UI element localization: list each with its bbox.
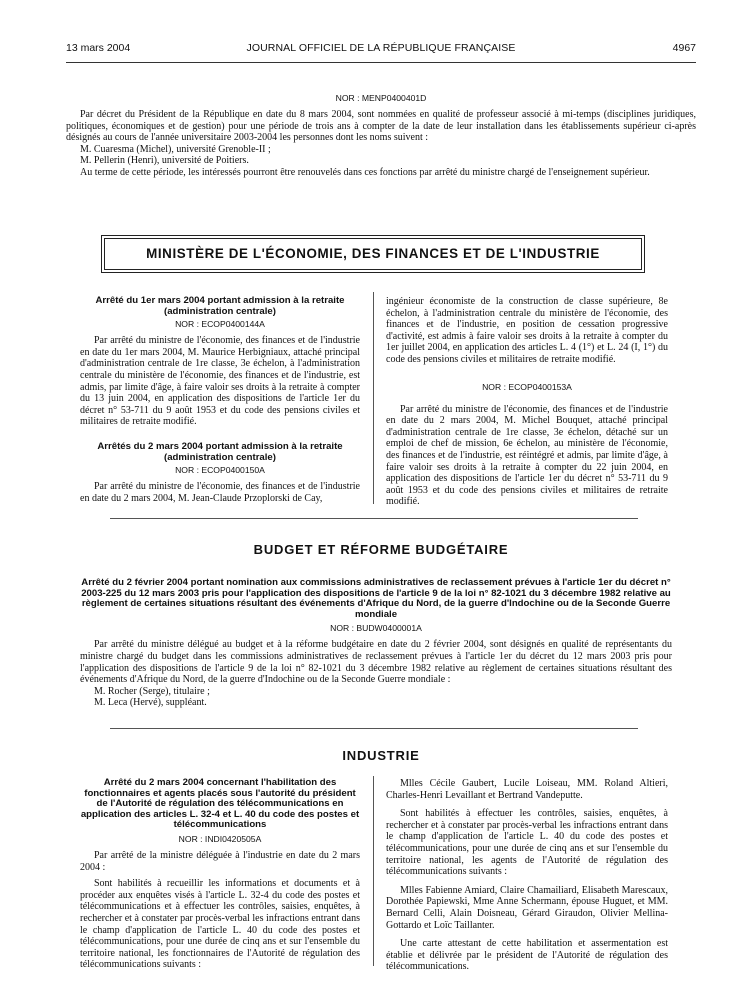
header-date: 13 mars 2004 (66, 42, 131, 54)
habilitation-names: Mlles Cécile Gaubert, Lucile Loiseau, MM. Roland Altieri, Charles-Henri Levaillant et Bertrand Vandeputte. (386, 778, 668, 801)
column-divider (373, 776, 374, 966)
habilitation-names: Mlles Fabienne Amiard, Claire Chamailiard, Elisabeth Marescaux, Dorothée Papiewski, Mme Anne Schermann, épouse Huguet, et MM. Bernard Celli, Alain Doisneau, Gérard Giraudon, Olivier Mellina-Gottardo et Loïc Taillanter. (386, 884, 668, 931)
arrete-text: Par arrêté du ministre de l'économie, des finances et de l'industrie en date du 2 mars 2004, M. Michel Bouquet, attaché principal d'administration centrale de 1re classe, 3e échelon, détaché sur un emploi de chef de mission, 6e échelon, au ministère de l'économie, des finances et de l'industrie, est réintégré et admis, par limite d'âge, à faire valoir ses droits à la retraite à compter du 22 juin 2004, en application des dispositions de l'article 1er du décret n° 53-711 du 9 août 1953 et du code des pensions civiles et militaires de retraite modifié. (386, 403, 668, 508)
industrie-right-column (386, 778, 668, 973)
nor-reference: NOR : ECOP0400153A (482, 381, 572, 392)
section-rule (110, 518, 638, 519)
appointee-name: M. Pellerin (Henri), université de Poitiers. (80, 155, 249, 167)
arrete-text: Sont habilités à recueillir les informations et documents et à procéder aux enquêtes visés à l'article L. 32-4 du code des postes et télécommunications et à effectuer les contrôles, saisies, enquêtes, à rechercher et à constater par procès-verbal les infractions entrant dans le champ d'application de l'article L. 40 du code des postes et télécommunications, pour une durée de cinq ans et sur l'ensemble du territoire national, les fonctionnaires de l'Autorité de régulation des télécommunications suivants : (80, 878, 360, 971)
top-decree-block (66, 93, 696, 179)
arrete-text-continued: ingénieur économiste de la construction de classe supérieure, 8e échelon, à l'administration centrale du ministère de l'économie, des finances et de l'industrie, en position de cessation progressive d'activité, est admis à faire valoir ses droits à la retraite à compter du 1er juillet 2004, en application des articles L. 4 (1°) et L. 24 (I, 1°) du code des pensions civiles et militaires de retraite modifié. (386, 296, 668, 365)
nor-reference: NOR : ECOP0400144A (175, 319, 265, 330)
appointee-name: M. Cuaresma (Michel), université Grenoble-II ; (80, 143, 271, 155)
header-page-number: 4967 (672, 42, 696, 54)
nor-reference: NOR : BUDW0400001A (330, 623, 422, 634)
arrete-text: Par arrêté du ministre délégué au budget et à la réforme budgétaire en date du 2 février 2004, sont désignés en qualité de représentants du ministre chargé du budget dans les commissions administratives de reclassement prévues à l'article 1er du décret du 12 mars 2003 pris pour l'application des dispositions de l'article 9 de la loi n° 82-1021 du 3 décembre 1982 relative au règlement de certaines situations résultant des événements d'Afrique du Nord, de la guerre d'Indochine ou de la Seconde Guerre mondiale : (80, 639, 672, 686)
arrete-title: Arrêté du 1er mars 2004 portant admission à la retraite (administration centrale) (95, 295, 345, 317)
decree-paragraph: Par décret du Président de la République en date du 8 mars 2004, sont nommées en qualité de professeur associé à mi-temps (disciplines juridiques, politiques, économiques et de gestion) pour une période de trois ans à compter de la date de leur installation dans les établissements supérieur ci-après désignés au cours de l'année universitaire 2003-2004 les personnes dont les noms suivent : (66, 109, 696, 144)
header-rule (66, 62, 696, 63)
decree-paragraph: Au terme de cette période, les intéressés pourront être renouvelés dans ces fonctions par arrêté du ministre chargé de l'enseignement supérieur. (80, 166, 650, 178)
habilitation-text: Une carte attestant de cette habilitation et assermentation est établie et délivrée par le président de l'Autorité de régulation des télécommunications. (386, 938, 668, 973)
arrete-title: Arrêtés du 2 mars 2004 portant admission à la retraite (administration centrale) (97, 440, 343, 463)
ministry-heading-box (104, 238, 642, 270)
page-header (66, 42, 696, 58)
nor-reference: NOR : ECOP0400150A (175, 465, 265, 476)
header-journal-title: JOURNAL OFFICIEL DE LA RÉPUBLIQUE FRANÇAISE (246, 42, 516, 54)
budget-block (80, 578, 672, 709)
arrete-text: Par arrêté du ministre de l'économie, des finances et de l'industrie en date du 1er mars 2004, M. Maurice Herbigniaux, attaché principal d'administration centrale de 1re classe, 3e échelon, à l'administration centrale du ministère de l'économie, des finances et de l'industrie, est admis, par limite d'âge, à faire valoir ses droits à la retraite à compter du 13 juin 2004, en application des dispositions de l'article 1er du décret n° 53-711 du 9 août 1953 et du code des pensions civiles et militaires de retraite modifié. (80, 335, 360, 428)
economie-left-column (80, 296, 360, 504)
arrete-text: Par arrêté de la ministre déléguée à l'industrie en date du 2 mars 2004 : (80, 849, 360, 873)
industrie-left-column (80, 778, 360, 971)
arrete-title: Arrêté du 2 février 2004 portant nomination aux commissions administratives de reclassement prévues à l'article 1er du décret n° 2003-225 du 12 mars 2003 pris pour l'application des dispositions de l'article 9 de la loi n° 82-1021 du 3 décembre 1982 relative au règlement de certaines situations résultant des événements d'Afrique du Nord, de la guerre d'Indochine ou de la Seconde Guerre mondiale (81, 577, 671, 620)
section-title-industrie: INDUSTRIE (342, 748, 420, 763)
nor-reference: NOR : INDI0420505A (178, 833, 262, 844)
column-divider (373, 292, 374, 504)
economie-right-column (386, 296, 668, 508)
designee-name: M. Rocher (Serge), titulaire ; (94, 685, 210, 697)
nor-reference: NOR : MENP0400401D (335, 93, 427, 103)
section-title-budget: BUDGET ET RÉFORME BUDGÉTAIRE (253, 542, 509, 557)
arrete-title: Arrêté du 2 mars 2004 concernant l'habilitation des fonctionnaires et agents placés sous l'autorité du président de l'Autorité de régulation des télécommunications en application des articles L. 32-4 et L. 40 du code des postes et télécommunications (80, 777, 360, 831)
arrete-text: Par arrêté du ministre de l'économie, des finances et de l'industrie en date du 2 mars 2004, M. Jean-Claude Przoplorski de Cay, (80, 481, 360, 504)
section-rule (110, 728, 638, 729)
habilitation-text: Sont habilités à effectuer les contrôles, saisies, enquêtes, à rechercher et à constater par procès-verbal les infractions entrant dans le champ d'application de l'article L. 40 du code des postes et télécommunications, pour une durée de cinq ans et sur l'ensemble du territoire national, les agents de l'Autorité de régulation des télécommunications suivants : (386, 808, 668, 878)
ministry-title: MINISTÈRE DE L'ÉCONOMIE, DES FINANCES ET DE L'INDUSTRIE (146, 246, 600, 261)
designee-name: M. Leca (Hervé), suppléant. (94, 697, 207, 709)
